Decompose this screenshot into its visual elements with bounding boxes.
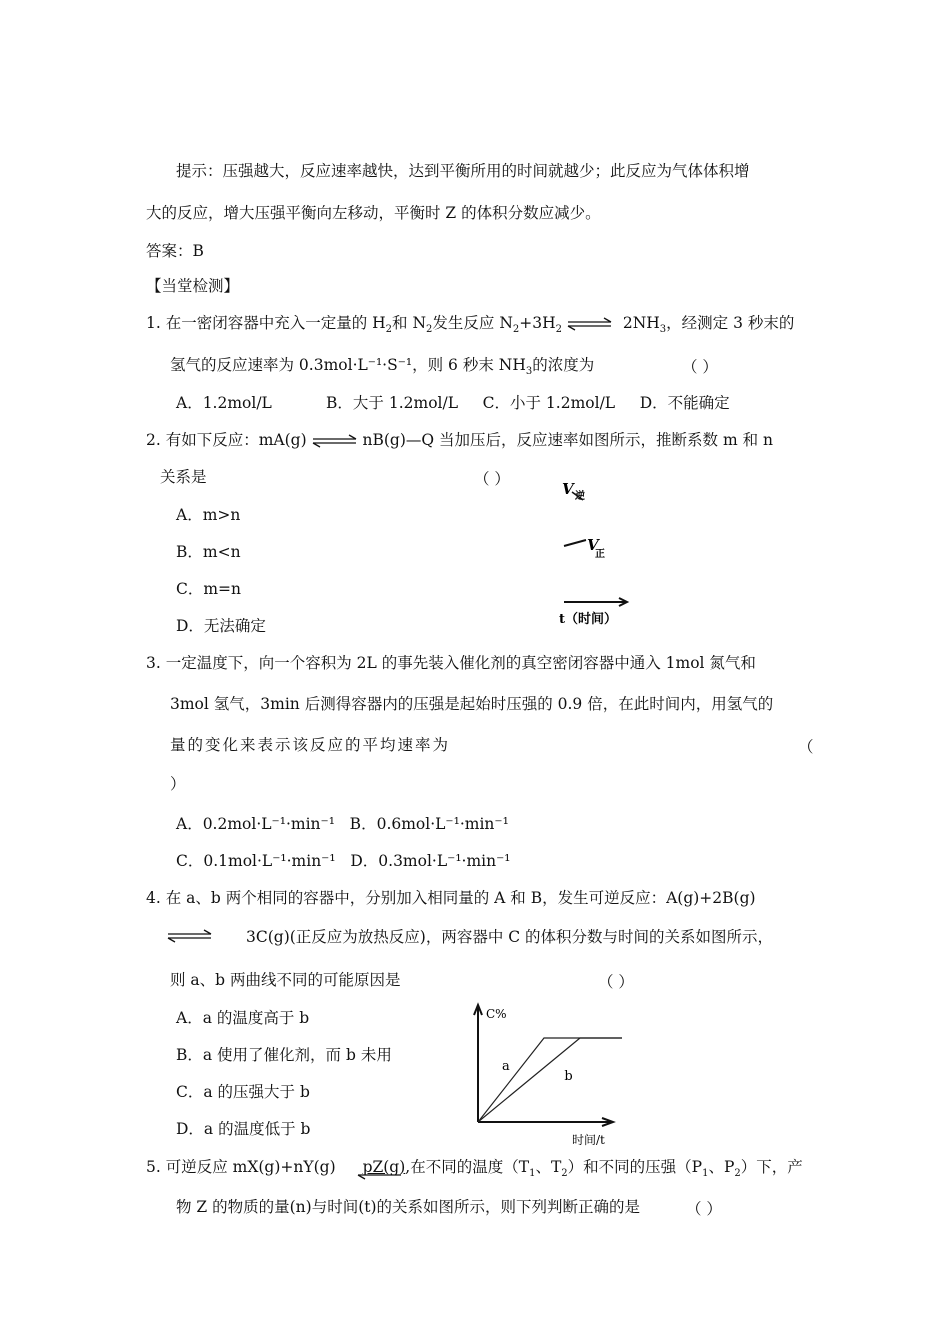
hint-line-1: 提示：压强越大，反应速率越快，达到平衡所用的时间就越少；此反应为气体体积增 [176,162,750,180]
q5-line-1: 5. 可逆反应 mX(g)+nY(g) pZ(g) ,在不同的温度（$T_1$、$T_2$）和不同的压强（$P_1$、$P_2$）下，产 [146,1158,803,1180]
equilibrium-arrow-icon [312,434,358,448]
q1-options: A．1.2mol/L B．大于 1.2mol/L C．小于 1.2mol/L D．不能确定 [176,394,730,412]
q1-answer-blank[interactable]: （ ） [682,358,718,376]
q4-option-b: B．a 使用了催化剂，而 b 未用 [176,1046,392,1064]
time-axis-label: t（时间） [559,612,618,627]
series-line-a [478,1038,622,1122]
series-label-b: b [564,1069,573,1084]
q2-option-d: D．无法确定 [176,617,266,635]
q4-option-a: A．a 的温度高于 b [176,1009,310,1027]
answer: 答案：B [146,242,204,260]
q3-options-ab: A．0.2mol·L⁻¹·min⁻¹ B．0.6mol·L⁻¹·min⁻¹ [176,815,509,833]
q3-line-2: 3mol 氢气，3min 后测得容器内的压强是起始时压强的 0.9 倍，在此时间内，用氢气的 [170,695,774,713]
reverse-arrow-icon [357,1166,403,1180]
v-forward-label: V [587,536,599,554]
v-reverse-sub: 逆 [575,491,585,502]
q1-line-2: 氢气的反应速率为 0.3mol·L⁻¹·S⁻¹，则 6 秒末 $NH_3$的浓度为 [170,356,595,378]
q2-option-a: A．m>n [176,506,241,524]
q2-option-c: C．m=n [176,580,242,598]
q2-answer-blank[interactable]: （ ） [474,470,510,488]
q4-option-d: D．a 的温度低于 b [176,1120,311,1138]
q3-line-3: 量的变化来表示该反应的平均速率为 [170,736,451,754]
v-forward-sub: 正 [595,549,605,560]
q4-chart [460,1000,630,1150]
q3-answer-blank-close: ） [170,775,186,793]
section-title: 【当堂检测】 [146,277,240,295]
series-line-b [478,1038,622,1122]
q1-line-1: 1. 在一密闭容器中充入一定量的 $H_2$和 $N_2$发生反应 $N_2+3H_2$ $2NH_3$，经测定 3 秒末的 [146,314,795,336]
q3-answer-blank-open[interactable]: （ [798,738,814,756]
q2-line-2: 关系是 [160,468,207,486]
q5-line-2: 物 Z 的物质的量(n)与时间(t)的关系如图所示，则下列判断正确的是 [176,1198,641,1216]
y-axis-label: C% [486,1007,507,1021]
x-axis-label: 时间/t [572,1133,605,1147]
v-reverse-label: V [562,480,574,498]
v-forward-line [564,540,586,546]
q5-answer-blank[interactable]: （ ） [686,1200,722,1218]
q2-line-1: 2. 有如下反应：mA(g) nB(g)—Q 当加压后，反应速率如图所示，推断系数 m 和 n [146,431,773,449]
q3-options-cd: C．0.1mol·L⁻¹·min⁻¹ D．0.3mol·L⁻¹·min⁻¹ [176,852,511,870]
q4-line-2: 3C(g)(正反应为放热反应)，两容器中 C 的体积分数与时间的关系如图所示， [246,928,774,946]
series-label-a: a [502,1058,510,1074]
q4-line-1: 4. 在 a、b 两个相同的容器中，分别加入相同量的 A 和 B，发生可逆反应：A(g)+2B(g) [146,889,756,907]
equilibrium-arrow-icon [167,929,213,943]
q2-rate-figure [550,478,640,628]
q4-line-3: 则 a、b 两曲线不同的可能原因是 [170,971,401,989]
q3-line-1: 3. 一定温度下，向一个容积为 2L 的事先装入催化剂的真空密闭容器中通入 1mol 氮气和 [146,654,756,672]
q2-option-b: B．m<n [176,543,241,561]
hint-line-2: 大的反应，增大压强平衡向左移动，平衡时 Z 的体积分数应减少。 [146,204,601,222]
q4-option-c: C．a 的压强大于 b [176,1083,310,1101]
equilibrium-arrow-icon [567,317,613,331]
q4-answer-blank[interactable]: （ ） [598,973,634,991]
